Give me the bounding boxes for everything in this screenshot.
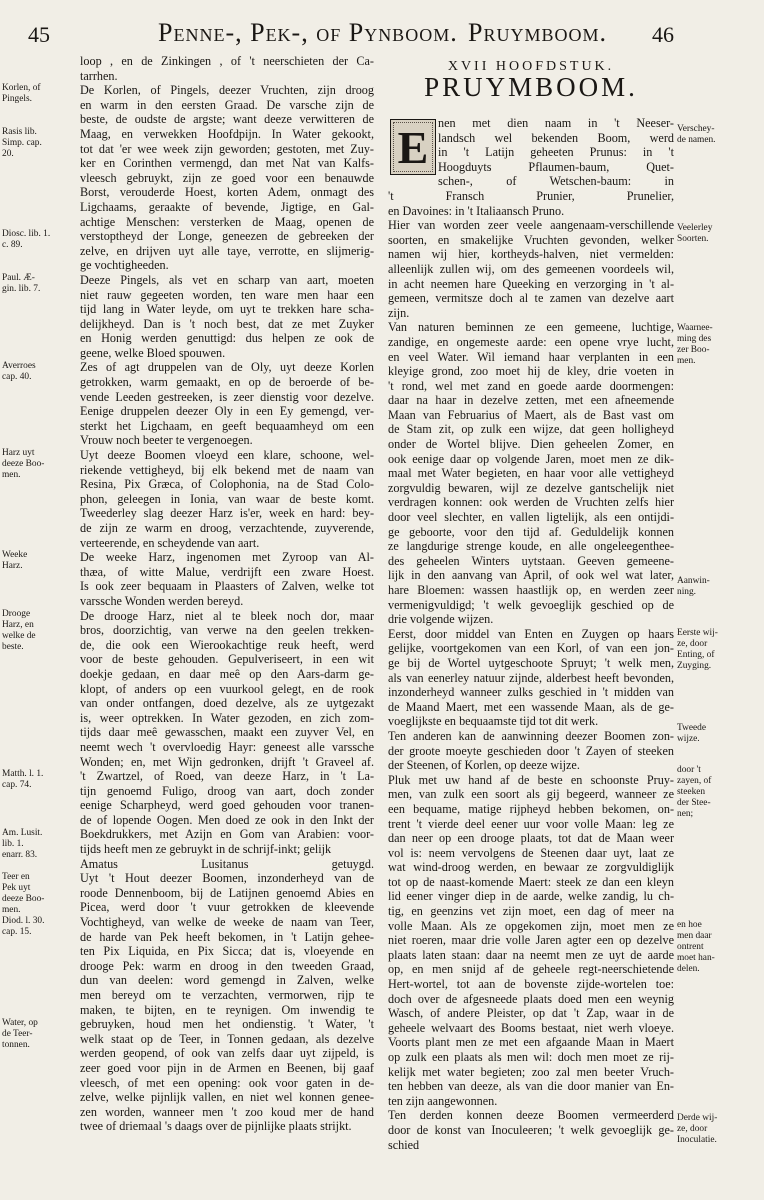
text-line: Van naturen beminnen ze een gemeene, luchtige, [388,320,674,335]
margin-note-line: c. 89. [2,240,23,251]
margin-note-line: Averroes [2,360,36,371]
text-line: zeer goed voor pijn in de Armen en Beenen, bij gaaf [80,1060,374,1075]
margin-note-line: zayen, of [677,776,712,786]
text-line: Ten derden konnen deeze Boomen vermeerderd [388,1108,674,1123]
margin-note-line: Tweede [677,723,707,733]
text-line: lijk in den aanvang van April, of ook wel wat later, [388,568,674,583]
text-line: Picea, werd door 't vuur getrokken de kleevende [80,900,374,915]
text-line: achtige Menschen: versterken de Maag, openen de [80,214,374,229]
margin-note-line: Simp. cap. [2,138,42,148]
text-line: der Steenen, of Korlen, op deeze wijze. [388,758,580,773]
margin-note-line: Aanwin- [677,576,710,586]
margin-note-line: Veelerley [677,223,713,233]
margin-note-line: Korlen, of [2,83,41,94]
margin-note-line: deeze Boo- [2,459,45,470]
text-line: een bequame, matige rijpheyd hebben bekomen, on- [388,801,674,816]
margin-note-line: 20. [2,149,14,159]
margin-note-line: Matth. l. 1. [2,769,44,780]
text-line: Resina, Pix Græca, of Colophonia, na de Stad Colo- [80,477,374,492]
text-line: volle Maan. Als ze opgekomen zijn, moet men ze [388,918,674,933]
drop-cap-letter: E [397,121,429,173]
margin-note [677,323,713,367]
text-line: vende Leeden gestreeken, is zeer dienstig voor dezelve. [80,389,374,404]
margin-note-line: beste. [2,641,24,652]
margin-note [2,550,27,572]
text-line: Vrouw noch beeter te vergenoegen. [80,433,253,448]
text-line: alleenlijk zullen wij, om des gemeenen voordeels wil, [388,261,674,276]
margin-note-line: Diod. l. 30. [2,915,45,926]
margin-note-line: Diosc. lib. 1. [2,229,51,240]
margin-note-line: men. [2,470,21,481]
margin-note-line: ning. [677,587,697,597]
margin-note-line: Am. Lusit. [2,827,43,838]
text-line: ker en Corinthen vermengd, dan met Nat van Kalfs- [80,156,374,171]
text-line: Zes of agt druppelen van de Oly, uyt deeze Korlen [80,360,374,375]
text-line: dun van deelen: word gemengd in Zalven, welke [80,973,374,988]
margin-note-line: nen; [677,809,694,819]
text-line: maal met Water begieten, en haar voor alle vettigheyd [388,466,674,481]
text-line: is, weer optrekken. In Water gezoden, en zich zom- [80,710,374,725]
margin-note [2,828,42,861]
text-line: vol is: neem vervolgens de Steenen daar uyt, laat ze [388,845,674,860]
text-line: ook eenige daar op volgende Jaren, moet men ze dik- [388,451,674,466]
text-line: de, die ook een Wierookachtige reuk heeft, werd [80,637,374,652]
text-line: en warm in den eersten Graad. De varsche zijn de [80,97,374,112]
text-line: Ligchaams, geraakte of bevende, Jigtige, en Gal- [80,199,374,214]
text-line: en Honig werden genuttigd: dus helpen ze ook de [80,331,374,346]
text-line: varssche Wonden werden bereyd. [80,593,244,608]
text-line: welk staat op de Teer, in Tonnen gedaan, als dezelve [80,1031,374,1046]
margin-note [677,223,712,245]
text-line: zijn. [388,305,410,320]
text-line: De Korlen, of Pingels, deezer Vruchten, zijn droog [80,83,374,98]
text-line: tijn genoemd Fuligo, droog van aart, doch zonder [80,783,374,798]
text-line: riekende vettigheyd, bij elk bekend met de naam van [80,462,374,477]
margin-note-line: deeze Boo- [2,893,45,904]
text-line: delijkheyd. Dan is 't noch best, dat ze met Zuyker [80,316,374,331]
text-line: vermenigvuldigd; 't welk gevoeglijk geschied op de [388,597,674,612]
margin-note-line: Harz uyt [2,448,35,459]
text-line: wat wind-droog werden, en bewaar ze zorgvuldiglijk [388,860,674,875]
text-line: 't Zwartzel, of Roed, van deeze Harz, in 't La- [80,769,374,784]
text-line: niet rauw gegeeten worden, ten ware men haar een [80,287,374,302]
text-line: 't Fransch Prunier, Prunelier, [388,188,674,203]
text-line: voeglijkste en bequaamste tijd tot dit werk. [388,714,599,729]
margin-note [677,628,718,672]
text-line: ge vochtigheeden. [80,258,169,273]
margin-note [2,229,50,251]
text-line: twee of driemaal 's daags over de pijnlijke plaats strijkt. [80,1119,352,1134]
margin-note [677,1113,717,1146]
text-line: beste, de oudste de argste; want deeze verwitteren de [80,112,374,127]
text-line: schen-, of Wetschen-baum: in [438,174,674,189]
margin-note-line: welke de [2,630,36,641]
text-line: en veel Water. Wil iemand haar verplanten in een [388,349,674,364]
text-line: voor de beste gehouden. Gepulveriseert, in een wit [80,652,374,667]
text-line: Wonden; en, met Wijn gedronken, drijft 't Graveel af. [80,754,374,769]
margin-note [2,1018,38,1051]
margin-note-line: Verschey- [677,124,715,134]
margin-note-line: Inoculatie. [677,1135,717,1145]
margin-note-line: men. [2,904,21,915]
text-line: ten Pix Liquida, en Pix Sicca; dat is, vloeyende en [80,944,374,959]
text-line: Maan van Februarius of Maert, als de Bast vast om [388,407,674,422]
text-line: Hert-wortel, tot aan de bovenste zijde-wortelen toe: [388,977,674,992]
text-line: Eerst, door middel van Enten en Zuygen op haars [388,626,674,641]
text-line: de of lopende Oogen. Men doed ze ook in den Inkt der [80,812,374,827]
text-line: Voorts plant men ze met een afgaande Maan in Maert [388,1035,674,1050]
text-line: tijd lang in Water leyde, om uyt te trekken hare scha- [80,302,374,317]
text-line: gebruyken, houd men het ondienstig. 't Water, 't [80,1017,374,1032]
text-line: klopt, of anders op een vuurkool gelegt, en de rook [80,681,374,696]
text-line: maken, te bijten, en te reynigen. Om inwendig te [80,1002,374,1017]
margin-note-line: cap. 74. [2,780,32,791]
text-line: Amatus Lusitanus getuygd. [80,856,374,871]
margin-note [677,723,706,745]
margin-note-line: moet han- [677,953,715,963]
text-line: kleyige grond, zoo moet hij de kley, drie voeten in [388,364,674,379]
text-line: inzonderheyd wanneer zulks geschied in 't midden van [388,685,674,700]
margin-note-line: ontrent [677,942,704,952]
text-line: vleesch, of met een opening: ook voor gaten in de- [80,1075,374,1090]
margin-note-line: ming des [677,334,712,344]
text-line: eenige Scharpheyd, werd goed gehouden voor tranen- [80,798,374,813]
text-line: ge bij de Wortel uytgeschoote Spruyt; 't welk men, [388,655,674,670]
margin-note-line: men. [677,356,696,366]
text-line: schied [388,1137,420,1152]
text-line: Boekdrukkers, met Azijn en Gom van Arabien: voor- [80,827,374,842]
text-line: lid eener vinger diep in de aarde, welke zandig, lu ch- [388,889,674,904]
page-number-left: 45 [28,22,50,47]
text-line: getrokken, warm gemaakt, en op de beroerde of be- [80,375,374,390]
margin-note-line: gin. lib. 7. [2,284,41,294]
margin-note-line: lib. 1. [2,838,24,849]
text-line: namen wij hier, kortheyds-halven, niet vermelden: [388,247,674,262]
text-line: verteerende, en scheydende van aart. [80,535,260,550]
text-line: vleesch gebruykt, zijn ze goed voor een benauwde [80,170,374,185]
text-line: De weeke Harz, ingenomen met Zyroop van Al- [80,550,374,565]
text-line: Maag, en verwekken Hoofdpijn. In Water gekookt, [80,126,374,141]
text-line: in 't Latijn geheeten Prunus: in 't [438,145,674,160]
margin-note-line: cap. 15. [2,926,32,937]
text-line: zelve, en drijven uyt alle taye, verrotte, en slijmerig- [80,243,374,258]
margin-note-line: Harz, en [2,619,34,630]
margin-note-line: en hoe [677,920,702,930]
text-line: tot op de naast-komende Maert: steek ze dan een kleyn [388,874,674,889]
margin-note-line: cap. 40. [2,371,32,382]
text-line: landsch wel bekenden Boom, werd [438,130,674,145]
margin-note-line: Paul. Æ- [2,273,35,283]
margin-note-line: Pingels. [2,94,32,105]
text-line: geheele welvaart des Booms bestaat, niet werh vloeye. [388,1020,674,1035]
margin-note [677,576,710,598]
margin-note-line: Waarnee- [677,323,713,333]
margin-note [677,920,715,975]
text-line: door de konst van Inoculeeren; 't welk gevoeglijk ge- [388,1122,674,1137]
text-line: Is ook zeer bequaam in Plaasters of Zalven, welke tot [80,579,374,594]
text-line: in acht neemen hare Queeking en verzorging in 't al- [388,276,674,291]
text-line: de zijn ze warm en droog, verzachtende, zuyverende, [80,521,374,535]
running-title-left: Penne-, Pek-, of Pynboom. [158,18,458,47]
text-line: der groote moeyte geschieden door 't Zayen of steeken [388,743,674,758]
text-line: Hier van worden zeer veele aangenaam-verschillende [388,218,674,233]
chapter-label: XVII HOOFDSTUK. [447,59,615,74]
text-line: de Stam zit, op zulk een wijze, dat geen holligheyd [388,422,674,437]
text-line: verstoptheyd der Longe, geneezen de gebreeken der [80,229,374,244]
margin-note-line: Drooge [2,608,31,619]
text-line: de Maand Maert, met een wassende Maan, als de ge- [388,699,674,714]
text-line: geene, welke Bloed spouwen. [80,345,226,360]
text-line: drooge Pek: warm en droog in den tweeden Graad, [80,958,374,973]
margin-note-line: steeken [677,787,706,797]
margin-note-line: Zuyging. [677,661,712,671]
margin-note-line: Rasis lib. [2,127,37,137]
text-line: gelijke, voortgekomen van een Korl, of van een jon- [388,641,674,656]
text-line: tot dat 'er wee week zijn geworden; gestoten, met Zuy- [80,141,374,156]
text-line: zandige, en ongemeste aarde: een opene vrye lucht, [388,334,674,349]
margin-note-line: Enting, of [677,650,715,660]
margin-note-line: zer Boo- [677,345,710,355]
text-line: tig, en geenzins vet zijn moet, een dag of meer na [388,904,674,919]
text-line: ze langdurige strenge koude, en alle ongeleegenthee- [388,539,674,554]
text-line: 't rond, wel met zand en goede aarde doormengen: [388,378,674,393]
right-text-column [388,60,674,1152]
margin-note-line: Soorten. [677,234,709,244]
text-line: daar na haar in dezelve zetten, met een afneemende [388,393,674,408]
text-line: tijds daar meê gewasschen, maakt een zuyver Vel, en [80,725,374,740]
text-line: ten zijn aangewonnen. [388,1093,498,1108]
margin-note-line: ze, door [677,639,708,649]
text-line: Eenige druppelen deezer Oly in een Ey gemengd, ver- [80,404,374,419]
text-line: ge geboorte, voor den tijd af. Geduldelijk konnen [388,524,674,539]
margin-note-line: door 't [677,765,701,775]
text-line: tijds heeft men ze gebruykt in de schrijf-inkt; gelijk [80,842,332,857]
text-line: van onder ontfangen, doed dezelve, als ze uytgezakt [80,696,374,711]
text-line: soorten, en smakelijke Vruchten gevonden, welker [388,232,674,247]
text-line: doch over de afgesneede plaats doed men een weynig [388,991,674,1006]
text-line: De drooge Harz, niet al te bleek noch dor, maar [80,608,374,623]
text-line: Wasch, of andere Pleister, op dat 't Zap, waar in de [388,1006,674,1021]
margin-note [677,765,711,820]
running-head [0,16,764,56]
text-line: dan neer op een drooge plaats, tot dat de Maan weer [388,831,674,846]
text-line: roode Dennenboom, bij de Latijnen genoemd Abies en [80,885,374,900]
text-line: zorgvuldig bewaren, wijl ze dezelve gantschelijk niet [388,480,674,495]
text-line: tarrhen. [80,68,118,83]
margin-note [2,83,41,105]
text-line: op, en men snijd af de geheele regt-neerschietende [388,962,674,977]
text-line: trent 't vierde deel eener uur voor volle Maan: leg ze [388,816,674,831]
text-line: werden geopend, of ook van zelfs daar uyt zijpeld, is [80,1046,374,1061]
margin-note-line: Pek uyt [2,882,31,893]
margin-note-line: Harz. [2,561,23,572]
text-line: de harde van Pek heeft bekomen, in 't Latijn gehee- [80,929,374,944]
margin-note-line: Derde wij- [677,1113,718,1123]
text-line: Borst, verouderde Hoest, korten Adem, onmagt des [80,185,374,200]
text-line: thæa, of witte Malue, verdrijft een zware Hoest. [80,564,374,579]
margin-note-line: de Teer- [2,1028,33,1039]
text-line: Vochtigheyd, van welke de weeke de naam van Teer, [80,915,374,930]
margin-note [2,769,43,791]
margin-note-line: de namen. [677,135,716,145]
margin-note-line: ze, door [677,1124,708,1134]
margin-note-line: enarr. 83. [2,849,38,860]
margin-note [2,127,42,160]
margin-note-line: der Stee- [677,798,711,808]
margin-note-line: tonnen. [2,1039,30,1050]
text-line: neemt wech 't overvloedig Hayr: geneest alle varssche [80,739,374,754]
text-line: gemeen, vermitsze doch al te zamen van dezelve aart [388,291,674,306]
right-text-lines [388,116,674,1152]
margin-note [2,609,36,653]
text-line: door veel slechter, en vallen ligtelijk, als een ontijdi- [388,510,674,525]
margin-note [2,361,36,383]
running-title-right: Pruymboom. [468,18,607,47]
margin-note [2,448,44,481]
text-line: Tweederley slag deezer Harz is'er, week en hard: bey- [80,506,374,521]
text-line: onder de Wortel blijve. Dien geheelen Zomer, en [388,437,674,452]
text-line: Deeze Pingels, als vet en scharp van aart, moeten [80,272,374,287]
text-line: phon, geleegen in Ionia, van waar de beste komt. [80,491,374,506]
left-text-column [80,54,374,1134]
text-line: men bereyd om te verzachten, vermorwen, rijp te [80,988,374,1002]
text-line: op zulk een plaats als men wil: doch men moet ze rij- [388,1050,674,1064]
text-line: Pluk met uw hand af de beste en schoonste Pruy- [388,772,674,787]
text-line: Ten anderen kan de aanwinning deezer Boomen zon- [388,728,674,743]
text-line: Uyt 't Hout deezer Boomen, inzonderheyd van de [80,871,374,886]
text-line: bros, doorzichtig, van verwe na den geelen trekken- [80,623,374,638]
text-line: als van eenerley natuur zijnde, alderbest heeft bevonden, [388,670,674,685]
margin-note-line: men daar [677,931,712,941]
text-line: verdragen konnen: ook werden de Vruchten zelfs hier [388,495,674,510]
text-line: ten hebben van deeze, als van die door manier van En- [388,1079,674,1094]
text-line: men, van zulk een soort als gij begeerd, wanneer ze [388,787,674,802]
margin-note [2,872,44,938]
margin-note-line: wijze. [677,734,700,744]
text-line: zelve, welke pijnlijk vallen, en niet wel konnen genee- [80,1090,374,1105]
text-line: en Davoines: in 't Italiaansch Pruno. [388,203,565,218]
text-line: Hoogduyts Pflaumen-baum, Quet- [438,159,674,174]
text-line: hare Bloemen: wassen haastlijk op, en werden zeer [388,583,674,597]
page-number-right: 46 [652,22,674,47]
text-line: drie volgende wijzen. [388,612,494,627]
text-line: nen met dien naam in 't Neeser- [438,116,674,130]
margin-note-line: delen. [677,964,700,974]
text-line: niet roeren, maar drie volle Jaren agter een op dezelve [388,933,674,948]
margin-note-line: Teer en [2,871,30,882]
text-line: des geheelen Winters uytstaan. Geeven gemeene- [388,553,674,568]
text-line: kelijk met water begieten; zoo zal men beeter Vruch- [388,1064,674,1079]
margin-note-line: Weeke [2,550,28,561]
margin-note-line: Eerste wij- [677,628,718,638]
text-line: loop , en de Zinkingen , of 't neerschieten der Ca- [80,54,374,68]
text-line: doekje gedaan, en daar meê op den Aars-darm ge- [80,666,374,681]
chapter-title: PRUYMBOOM. [424,72,638,102]
text-line: Uyt deeze Boomen vloeyd een klare, schoone, wel- [80,448,374,463]
margin-note [2,273,40,295]
margin-note-line: Water, op [2,1017,38,1028]
text-line: zen worden, wanneer men 't zoo koud mer de hand [80,1104,374,1119]
margin-note [677,124,716,146]
text-line: plaats laten staan: daar na neemt men ze uyt de aarde [388,947,674,962]
text-line: sterkt het Ligchaam, en geeft bequaamheyd om een [80,418,374,433]
